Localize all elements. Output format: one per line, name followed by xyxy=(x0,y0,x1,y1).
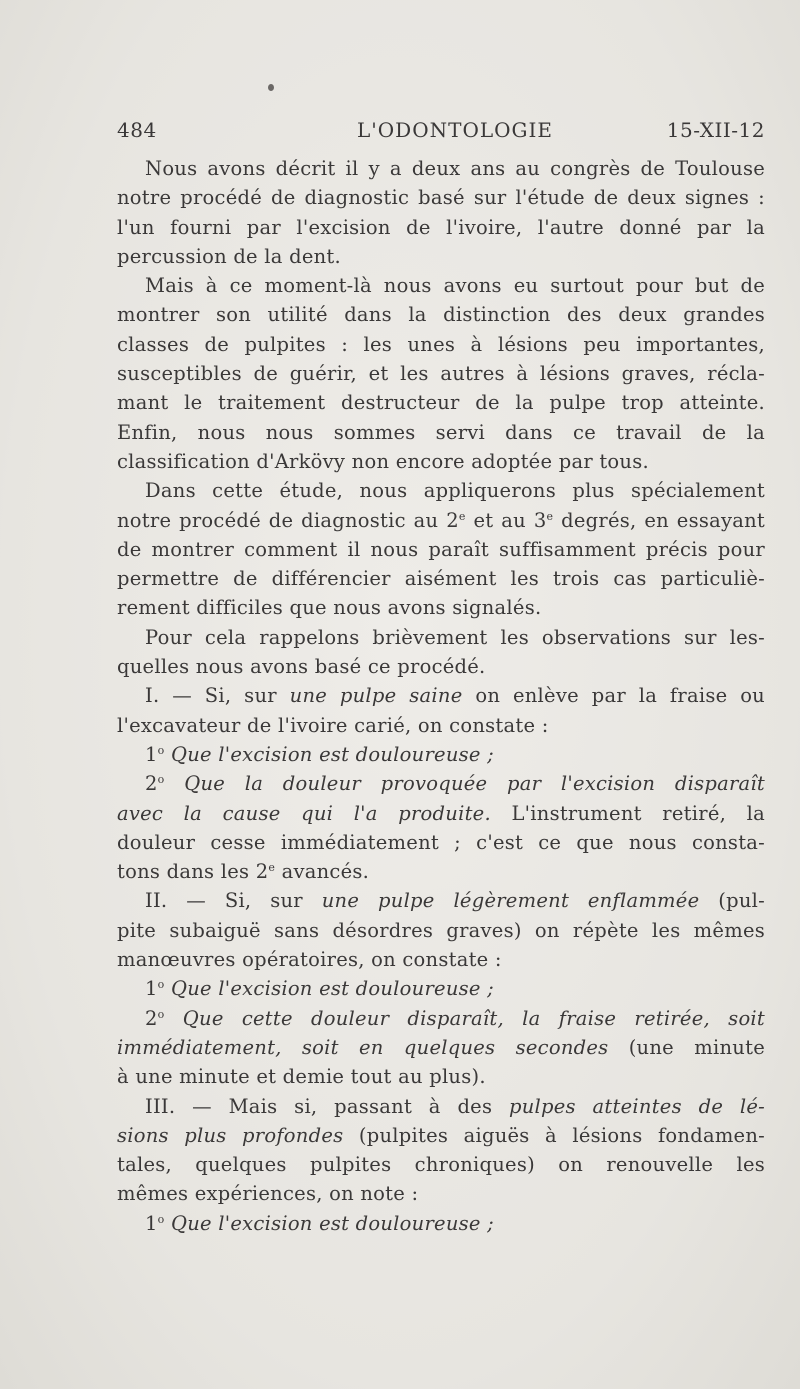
text-segment: Dans cette étude, nous appliquerons plus spécialement xyxy=(145,479,765,503)
body-text xyxy=(117,154,765,1238)
text-segment: permettre de différencier aisément les trois cas particuliè- xyxy=(117,567,765,591)
text-segment: 1 xyxy=(145,977,158,1001)
text-segment: 1 xyxy=(145,1211,158,1235)
italic-text: Que cette douleur disparaît, la fraise retirée, soit xyxy=(182,1006,766,1030)
text-segment: Nous avons décrit il y a deux ans au congrès de Toulouse xyxy=(145,157,765,180)
text-segment: II. — Si, sur xyxy=(145,889,322,913)
text-segment: Enfin, nous nous sommes servi dans ce travail de la xyxy=(117,420,765,444)
text-segment: classes de pulpites : les unes à lésions peu importantes, xyxy=(117,332,765,356)
text-line xyxy=(117,681,765,710)
text-line xyxy=(117,828,765,857)
text-segment: III. — Mais si, passant à des xyxy=(145,1094,509,1118)
italic-text: Que l'excision est douloureuse ; xyxy=(171,742,494,766)
text-line xyxy=(117,535,765,564)
text-segment: L'instrument retiré, la xyxy=(490,801,765,825)
text-line xyxy=(117,974,765,1003)
text-line xyxy=(117,476,765,505)
text-segment: (pulpites aiguës à lésions fondamen- xyxy=(343,1123,765,1147)
issue-date: 15-XII-12 xyxy=(666,118,765,142)
italic-text: sions plus profondes xyxy=(117,1123,344,1147)
text-line xyxy=(117,1121,765,1150)
text-line xyxy=(117,564,765,593)
superscript: o xyxy=(157,1212,165,1226)
superscript: e xyxy=(268,861,276,875)
text-segment: mant le traitement destructeur de la pulpe trop atteinte. xyxy=(117,391,765,415)
text-line xyxy=(117,769,765,798)
text-segment xyxy=(165,1007,183,1030)
text-line xyxy=(117,857,765,886)
italic-text: avec la cause qui l'a produite. xyxy=(117,801,491,825)
text-line xyxy=(117,886,765,915)
italic-text: une pulpe saine xyxy=(289,684,463,708)
italic-text: Que l'excision est douloureuse ; xyxy=(171,977,494,1001)
text-segment: pite subaiguë sans désordres graves) on répète les mêmes xyxy=(117,918,765,942)
text-segment: à une minute et demie tout au plus). xyxy=(117,1065,486,1089)
text-line xyxy=(117,623,765,652)
text-line xyxy=(117,916,765,945)
text-line xyxy=(117,506,765,535)
text-line xyxy=(117,418,765,447)
text-line xyxy=(117,1004,765,1033)
text-line xyxy=(117,711,765,740)
superscript: o xyxy=(157,1007,165,1021)
text-line xyxy=(117,1179,765,1208)
text-segment: notre procédé de diagnostic au 2 xyxy=(117,508,459,532)
page-number: 484 xyxy=(117,118,157,142)
text-segment: percussion de la dent. xyxy=(117,244,341,268)
text-line xyxy=(117,740,765,769)
italic-text: Que la douleur provoquée par l'excision disparaît xyxy=(184,772,765,796)
superscript: o xyxy=(157,978,165,992)
text-segment: avancés. xyxy=(275,860,370,884)
text-line xyxy=(117,799,765,828)
text-line xyxy=(117,359,765,388)
text-line xyxy=(117,447,765,476)
text-segment: on enlève par la fraise ou xyxy=(462,684,765,708)
text-line xyxy=(117,652,765,681)
text-segment: 2 xyxy=(145,1006,158,1030)
text-line xyxy=(117,388,765,417)
text-line xyxy=(117,945,765,974)
page-header xyxy=(117,118,765,148)
text-segment: l'excavateur de l'ivoire carié, on constate : xyxy=(117,713,549,737)
text-segment: douleur cesse immédiatement ; c'est ce que nous consta- xyxy=(117,830,765,854)
text-line xyxy=(117,300,765,329)
text-segment: l'un fourni par l'excision de l'ivoire, l'autre donné par la xyxy=(117,215,765,239)
text-segment: notre procédé de diagnostic basé sur l'étude de deux signes : xyxy=(117,186,765,210)
text-segment: classification d'Arkövy non encore adoptée par tous. xyxy=(117,449,649,473)
superscript: o xyxy=(157,773,165,787)
text-line xyxy=(117,183,765,212)
text-line xyxy=(117,1062,765,1091)
text-line xyxy=(117,1209,765,1238)
text-segment: et au 3 xyxy=(465,508,547,532)
text-segment: manœuvres opératoires, on constate : xyxy=(117,948,502,972)
ink-speck xyxy=(268,84,274,91)
italic-text: Que l'excision est douloureuse ; xyxy=(171,1211,494,1235)
text-segment: 2 xyxy=(145,772,158,796)
text-segment xyxy=(165,772,185,795)
superscript: e xyxy=(458,509,466,523)
text-segment: tons dans les 2 xyxy=(117,860,269,884)
text-segment: Pour cela rappelons brièvement les observations sur les- xyxy=(145,625,765,649)
text-segment: rement difficiles que nous avons signalés. xyxy=(117,596,542,620)
text-line xyxy=(117,1150,765,1179)
text-segment: mêmes expériences, on note : xyxy=(117,1182,419,1206)
italic-text: pulpes atteintes de lé- xyxy=(508,1094,765,1118)
text-segment: (pul- xyxy=(699,889,765,913)
text-segment: degrés, en essayant xyxy=(553,508,765,532)
text-segment: I. — Si, sur xyxy=(145,684,290,708)
text-line xyxy=(117,242,765,271)
running-title: L'ODONTOLOGIE xyxy=(357,118,553,142)
text-segment: Mais à ce moment-là nous avons eu surtout pour but de xyxy=(145,274,765,298)
text-segment: quelles nous avons basé ce procédé. xyxy=(117,655,486,679)
text-segment: tales, quelques pulpites chroniques) on renouvelle les xyxy=(117,1153,765,1177)
text-segment: montrer son utilité dans la distinction des deux grandes xyxy=(117,303,765,327)
text-line xyxy=(117,593,765,622)
text-segment: susceptibles de guérir, et les autres à lésions graves, récla- xyxy=(117,362,765,386)
text-segment: (une minute xyxy=(608,1035,765,1059)
superscript: o xyxy=(157,743,165,757)
text-line xyxy=(117,154,765,183)
text-line xyxy=(117,271,765,300)
text-line xyxy=(117,1092,765,1121)
text-segment: 1 xyxy=(145,742,158,766)
superscript: e xyxy=(546,509,554,523)
italic-text: immédiatement, soit en quelques secondes xyxy=(117,1035,609,1059)
italic-text: une pulpe légèrement enflammée xyxy=(321,889,700,913)
text-line xyxy=(117,213,765,242)
text-line xyxy=(117,330,765,359)
text-line xyxy=(117,1033,765,1062)
text-segment: de montrer comment il nous paraît suffisamment précis pour xyxy=(117,537,765,561)
